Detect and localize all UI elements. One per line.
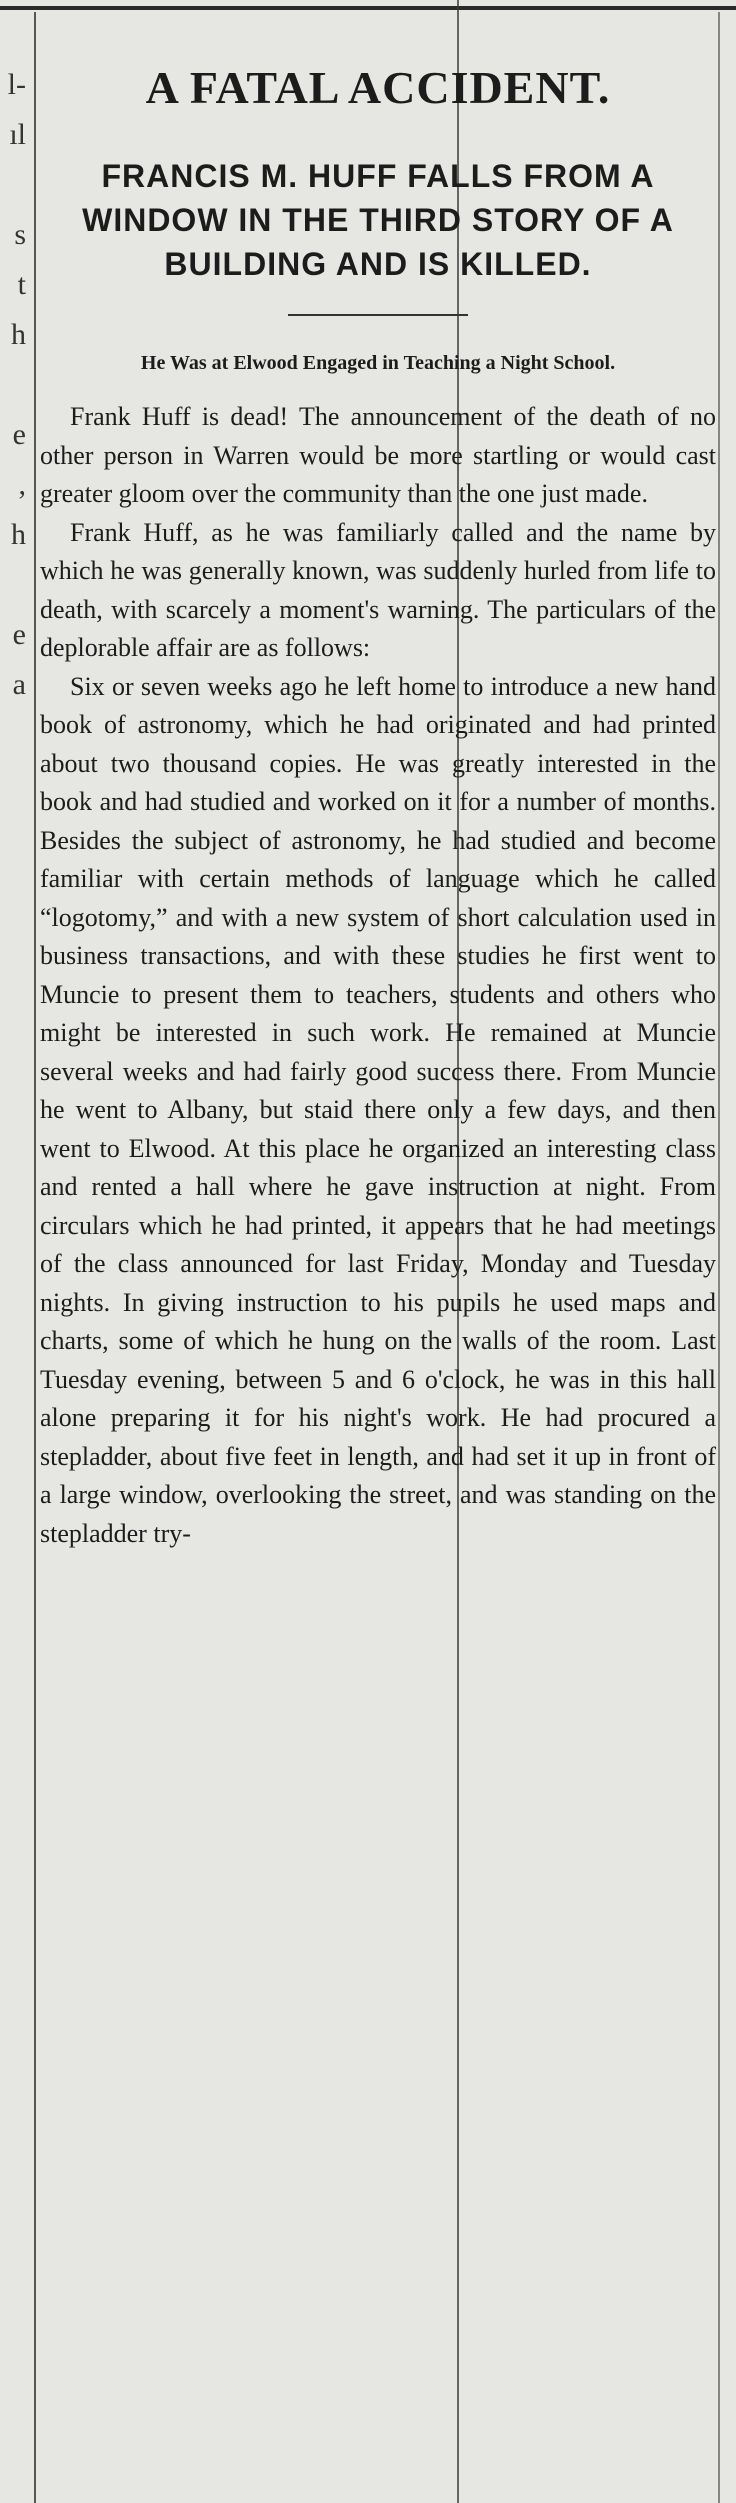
paragraph: Frank Huff is dead! The announcement of the death of no other person in Warren would be more startling or would cast greater gloom over the community than the one just made. [40, 402, 716, 508]
fragment-text: , [18, 468, 26, 501]
column-rule-right [718, 12, 720, 2503]
adjacent-column-fragments [0, 60, 30, 710]
headline-divider [288, 314, 468, 316]
fragment-text: h [11, 318, 26, 351]
fragment-text [0, 360, 30, 410]
column-rule-left [34, 12, 36, 2503]
fragment-text: e [12, 618, 26, 651]
top-rule [0, 0, 736, 10]
fragment-text: t [17, 268, 26, 301]
article-headline: A FATAL ACCIDENT. [145, 62, 611, 113]
article-column [40, 14, 716, 1553]
fragment-text [0, 560, 30, 610]
fragment-text: a [12, 668, 26, 701]
article-body [40, 398, 716, 1553]
article-subheadline: FRANCIS M. HUFF FALLS FROM A WINDOW IN THE THIRD STORY OF A BUILDING AND IS KILLED. [82, 158, 674, 282]
fragment-text: ıl [9, 118, 26, 151]
article-deck: He Was at Elwood Engaged in Teaching a Night School. [140, 352, 616, 374]
fragment-text: e [12, 418, 26, 451]
fragment-text: s [14, 218, 26, 251]
paragraph: Frank Huff, as he was familiarly called and the name by which he was generally known, was suddenly hurled from life to death, with scarcely a moment's warning. The particulars of the deplorable affair are as follows: [40, 517, 716, 662]
fragment-text: h [11, 518, 26, 551]
fragment-text [0, 160, 30, 210]
paragraph: Six or seven weeks ago he left home to introduce a new hand book of astronomy, which he had originated and had printed about two thousand copies. He was greatly interested in the book and had studied and worked on it for a number of months. Besides the subject of astronomy, he had studied and become familiar with certain methods of language which he called “logotomy,” and with a new system of short calculation used in business transactions, and with these studies he first went to Muncie to present them to teachers, students and others who might be interested in such work. He remained at Muncie several weeks and had fairly good success there. From Muncie he went to Albany, but staid there only a few days, and then went to Elwood. At this place he organized an interesting class and rented a hall where he gave instruction at night. From circulars which he had printed, it appears that he had meetings of the class announced for last Friday, Monday and Tuesday nights. In giving instruction to his pupils he used maps and charts, some of which he hung on the walls of the room. Last Tuesday evening, between 5 and 6 o'clock, he was in this hall alone preparing it for his night's work. He had procured a stepladder, about five feet in length, and had set it up in front of a large window, overlooking the street, and was standing on the stepladder try- [40, 671, 716, 1548]
fragment-text: l- [7, 68, 26, 101]
